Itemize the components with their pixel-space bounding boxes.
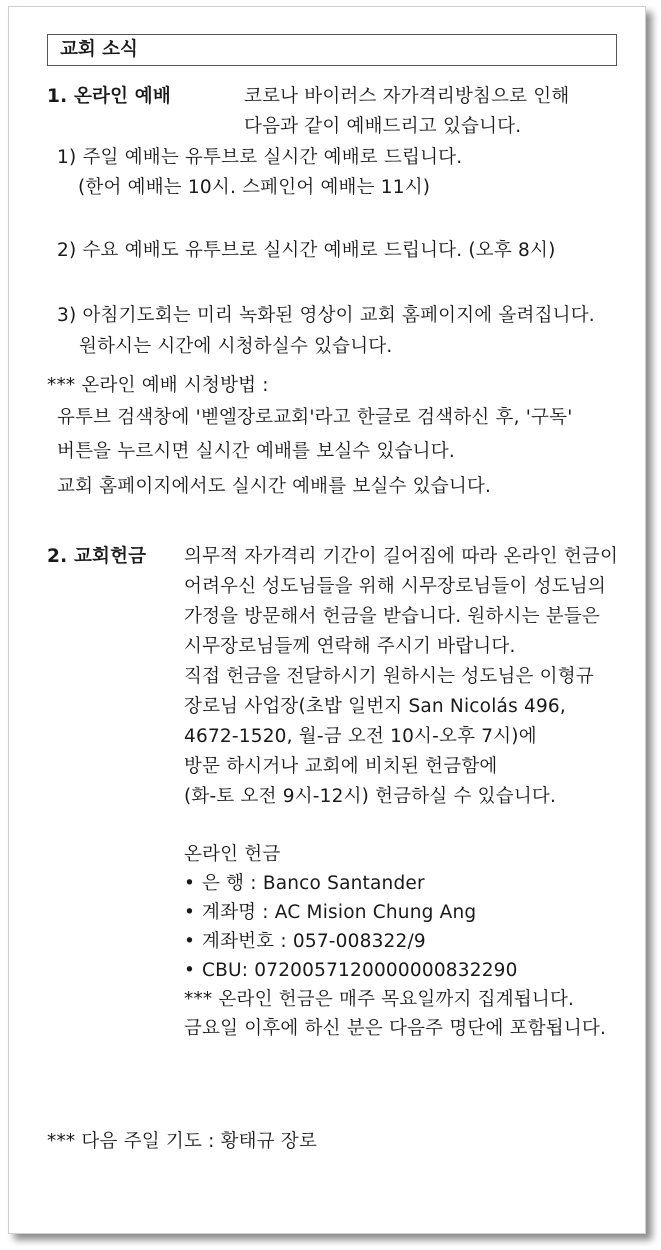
section-header: 교회 소식: [47, 34, 617, 66]
item1-line1: 1) 주일 예배는 유투브로 실시간 예배로 드립니다.: [57, 147, 463, 168]
section2-body-line1: 의무적 자가격리 기간이 길어짐에 따라 온라인 헌금이: [184, 546, 619, 567]
bank-name: • 은 행 : Banco Santander: [184, 873, 425, 895]
item3-line1: 3) 아침기도회는 미리 녹화된 영상이 교회 홈페이지에 올려집니다.: [57, 305, 595, 326]
section2-body-line9: (화-토 오전 9시-12시) 헌금하실 수 있습니다.: [184, 786, 557, 807]
section2-body-line5: 직접 헌금을 전달하시기 원하시는 성도님은 이형규: [184, 666, 594, 687]
item3-line2: 원하시는 시간에 시청하실수 있습니다.: [79, 336, 393, 357]
section2-body-line6: 장로님 사업장(초밥 일번지 San Nicolás 496,: [184, 696, 566, 717]
section1-intro-line1: 코로나 바이러스 자가격리방침으로 인해: [244, 86, 570, 107]
howto-line1: 유투브 검색창에 '벧엘장로교회'라고 한글로 검색하신 후, '구독': [57, 407, 573, 428]
cbu-number: • CBU: 0720057120000000832290: [184, 960, 518, 982]
section1-heading: 1. 온라인 예배: [47, 86, 171, 107]
section1-intro-line2: 다음과 같이 예배드리고 있습니다.: [244, 116, 522, 137]
account-number: • 계좌번호 : 057-008322/9: [184, 931, 426, 953]
bulletin-page: [8, 6, 646, 1234]
item1-line2: (한어 예배는 10시. 스페인어 예배는 11시): [78, 177, 431, 198]
section2-body-line2: 어려우신 성도님들을 위해 시무장로님들이 성도님의: [184, 576, 606, 597]
online-offering-title: 온라인 헌금: [184, 844, 281, 865]
howto-line3: 교회 홈페이지에서도 실시간 예배를 보실수 있습니다.: [57, 476, 492, 497]
section2-body-line8: 방문 하시거나 교회에 비치된 헌금함에: [184, 756, 498, 777]
offering-note-line1: *** 온라인 헌금은 매주 목요일까지 집계됩니다.: [184, 989, 575, 1010]
section2-body-line4: 시무장로님들께 연락해 주시기 바랍니다.: [184, 636, 516, 657]
offering-note-line2: 금요일 이후에 하신 분은 다음주 명단에 포함됩니다.: [184, 1018, 607, 1039]
section2-heading: 2. 교회헌금: [47, 546, 147, 567]
account-name: • 계좌명 : AC Mision Chung Ang: [184, 902, 476, 924]
howto-title: *** 온라인 예배 시청방법 :: [47, 375, 269, 396]
howto-line2: 버튼을 누르시면 실시간 예배를 보실수 있습니다.: [57, 441, 455, 462]
next-prayer: *** 다음 주일 기도 : 황태규 장로: [47, 1131, 318, 1152]
section2-body-line3: 가정을 방문해서 헌금을 받습니다. 원하시는 분들은: [184, 606, 600, 627]
item2-line: 2) 수요 예배도 유투브로 실시간 예배로 드립니다. (오후 8시): [57, 240, 556, 261]
section2-body-line7: 4672-1520, 월-금 오전 10시-오후 7시)에: [184, 726, 537, 747]
